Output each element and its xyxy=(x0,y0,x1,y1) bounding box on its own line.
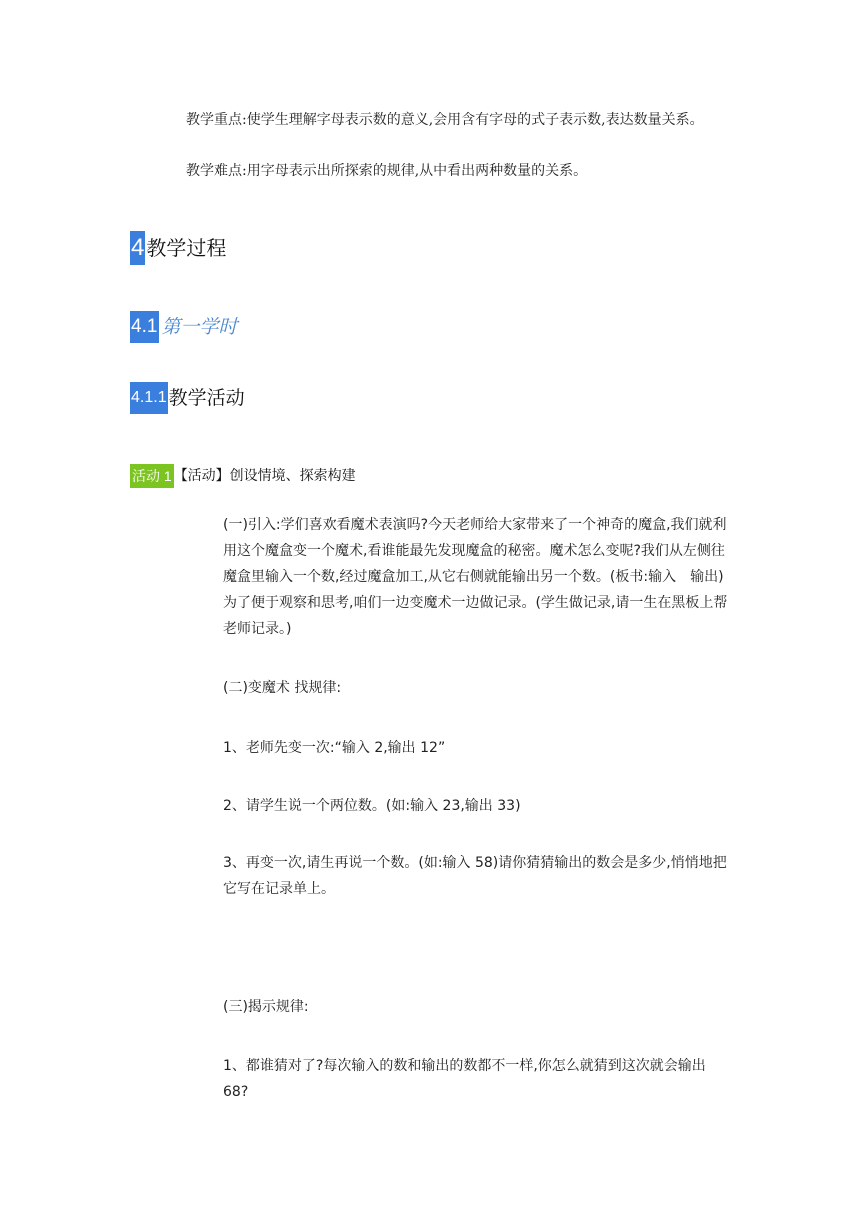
section-heading-4 xyxy=(130,231,226,265)
section-number-badge: 4.1 xyxy=(130,311,159,343)
section-number-badge: 4.1.1 xyxy=(130,382,168,414)
part3-title: (三)揭示规律: xyxy=(223,999,309,1015)
step2-text: 2、请学生说一个两位数。(如:输入 23,输出 33) xyxy=(223,798,521,814)
difficulty-text: 教学难点:用字母表示出所探索的规律,从中看出两种数量的关系。 xyxy=(186,163,588,179)
activity-heading xyxy=(130,464,356,488)
section-title: 教学过程 xyxy=(146,236,227,260)
step3-text: 3、再变一次,请生再说一个数。(如:输入 58)请你猜猜输出的数会是多少,悄悄地把它写在记录单上。 xyxy=(223,855,727,897)
reveal1-text: 1、都谁猜对了?每次输入的数和输出的数都不一样,你怎么就猜到这次就会输出 68? xyxy=(223,1058,706,1100)
section-number-badge: 4 xyxy=(130,231,145,265)
key-point-text: 教学重点:使学生理解字母表示数的意义,会用含有字母的式子表示数,表达数量关系。 xyxy=(186,112,704,128)
part2-title: (二)变魔术 找规律: xyxy=(223,680,342,696)
section-heading-4-1 xyxy=(130,311,237,343)
activity-tag: 活动 1 xyxy=(130,464,174,488)
activity-title: 【活动】创设情境、探索构建 xyxy=(173,468,356,484)
section-heading-4-1-1 xyxy=(130,382,245,414)
section-title: 第一学时 xyxy=(161,316,238,338)
intro-paragraph: (一)引入:学们喜欢看魔术表演吗?今天老师给大家带来了一个神奇的魔盒,我们就利用这个魔盒变一个魔术,看谁能最先发现魔盒的秘密。魔术怎么变呢?我们从左侧往魔盒里输入一个数,经过魔盒加工,从它右侧就能输出另一个数。(板书:输入 输出)为了便于观察和思考,咱们一边变魔术一边做记录。(学生做记录,请一生在黑板上帮老师记录。) xyxy=(223,517,728,637)
section-title: 教学活动 xyxy=(168,387,245,409)
step1-text: 1、老师先变一次:“输入 2,输出 12” xyxy=(223,740,446,756)
